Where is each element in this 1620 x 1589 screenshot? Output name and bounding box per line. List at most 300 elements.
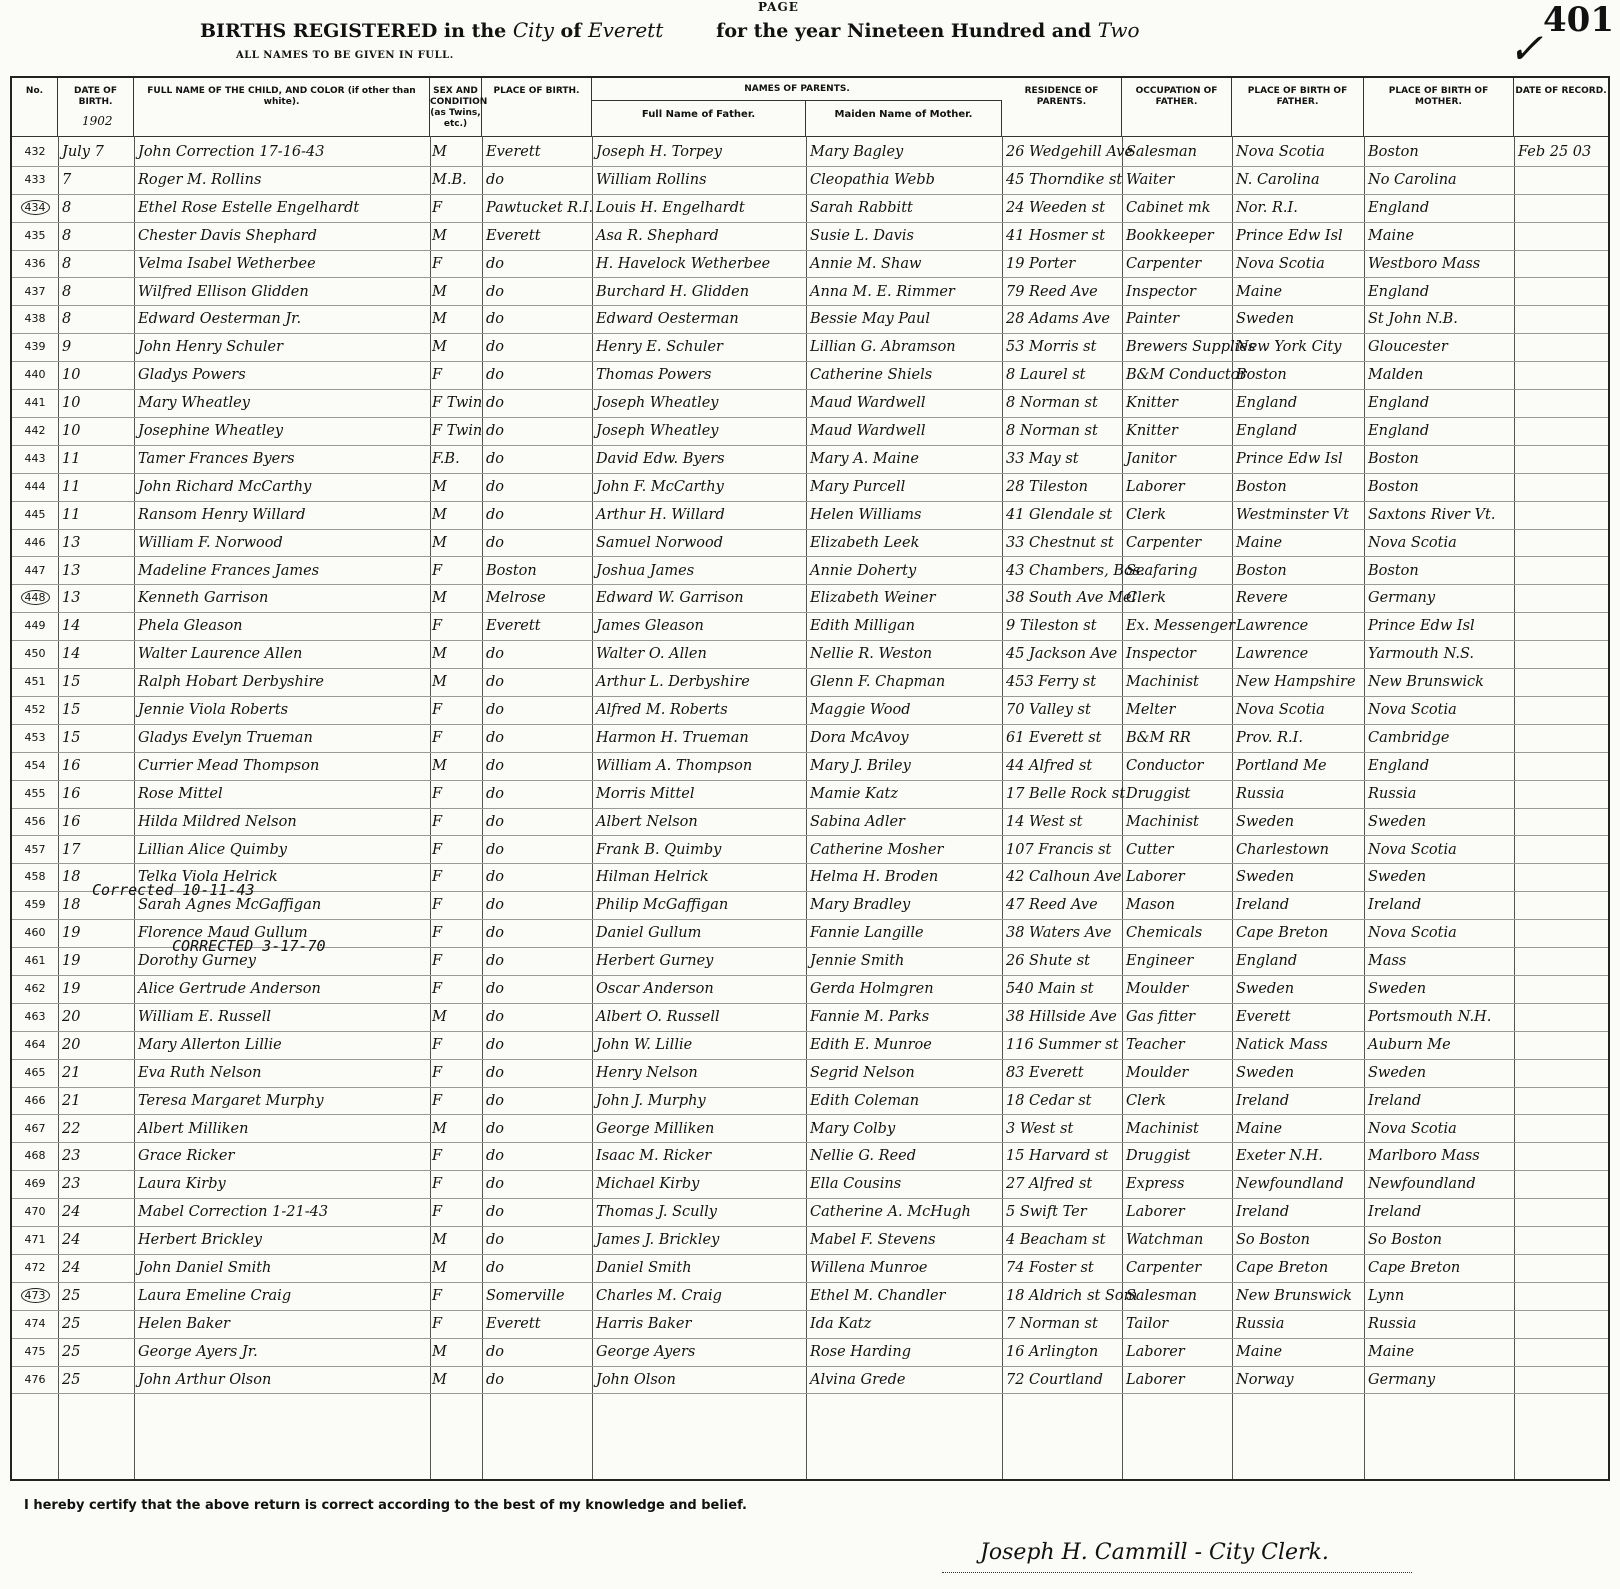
cell-father xyxy=(596,1145,804,1167)
cell-sex-text: F xyxy=(432,1315,443,1332)
cell-place-text: Everett xyxy=(486,227,541,244)
cell-res xyxy=(1006,225,1120,247)
table-row xyxy=(12,1254,1608,1283)
cell-child-text: William E. Russell xyxy=(138,1008,271,1025)
cell-father-text: Morris Mittel xyxy=(596,785,695,802)
cell-child xyxy=(138,1173,428,1195)
cell-sex xyxy=(432,643,480,665)
cell-place xyxy=(486,1201,590,1223)
cell-mb-text: Gloucester xyxy=(1368,339,1448,356)
cell-child-text: George Ayers Jr. xyxy=(138,1343,258,1360)
cell-place-text: do xyxy=(486,729,505,746)
cell-place xyxy=(486,1341,590,1363)
cell-occ xyxy=(1126,1257,1230,1279)
cell-mb xyxy=(1368,281,1512,303)
cell-no xyxy=(12,364,58,386)
table-row xyxy=(12,1282,1608,1311)
cell-occ xyxy=(1126,978,1230,1000)
cell-mb-text: Prince Edw Isl xyxy=(1368,618,1475,635)
cell-rec xyxy=(1518,141,1606,163)
cell-date-text: 25 xyxy=(62,1287,81,1304)
cell-res-text: 47 Reed Ave xyxy=(1006,897,1098,914)
cell-mother xyxy=(810,894,1000,916)
cell-father-text: James Gleason xyxy=(596,618,704,635)
cell-sex-text: F xyxy=(432,1287,443,1304)
cell-fb xyxy=(1236,197,1362,219)
register-title xyxy=(200,18,1140,42)
cell-res xyxy=(1006,978,1120,1000)
cell-fb xyxy=(1236,587,1362,609)
cell-mb xyxy=(1368,978,1512,1000)
cell-mb-text: Maine xyxy=(1368,1343,1415,1360)
cell-fb xyxy=(1236,1145,1362,1167)
cell-place xyxy=(486,1313,590,1335)
cell-child-text: Jennie Viola Roberts xyxy=(138,702,289,718)
cell-fb-text: New York City xyxy=(1236,339,1342,356)
cell-no-text: 451 xyxy=(24,675,46,689)
cell-father-text: Harris Baker xyxy=(596,1315,692,1332)
cell-fb-text: Sweden xyxy=(1236,869,1295,886)
cell-occ-text: Machinist xyxy=(1126,1120,1199,1137)
cell-place xyxy=(486,1090,590,1112)
cell-mother xyxy=(810,141,1000,163)
cell-res xyxy=(1006,866,1120,888)
cell-date-text: 7 xyxy=(62,171,72,188)
cell-fb xyxy=(1236,253,1362,275)
cell-mother-text: Fannie M. Parks xyxy=(810,1008,930,1025)
col-mother: Maiden Name of Mother. xyxy=(806,100,1002,136)
cell-fb xyxy=(1236,364,1362,386)
cell-place xyxy=(486,420,590,442)
cell-mb-text: Yarmouth N.S. xyxy=(1368,646,1475,663)
cell-res xyxy=(1006,727,1120,749)
cell-date-text: 18 xyxy=(62,897,81,914)
cell-occ-text: Painter xyxy=(1126,311,1180,328)
cell-child xyxy=(138,1313,428,1335)
cell-fb-text: Sweden xyxy=(1236,981,1295,997)
cell-father xyxy=(596,476,804,498)
cell-father-text: Joseph Wheatley xyxy=(596,395,719,412)
cell-place-text: do xyxy=(486,1064,505,1081)
cell-father-text: Michael Kirby xyxy=(596,1176,700,1193)
cell-fb-text: So Boston xyxy=(1236,1232,1310,1249)
cell-mother-text: Sabina Adler xyxy=(810,813,905,830)
cell-mother-text: Willena Munroe xyxy=(810,1260,928,1276)
cell-occ-text: Carpenter xyxy=(1126,255,1202,272)
cell-res xyxy=(1006,950,1120,972)
cell-father-text: H. Havelock Wetherbee xyxy=(596,255,771,272)
cell-sex xyxy=(432,1201,480,1223)
cell-mb-text: Nova Scotia xyxy=(1368,925,1457,942)
cell-fb-text: Exeter N.H. xyxy=(1236,1148,1323,1165)
cell-date-text: 15 xyxy=(62,674,81,691)
cell-fb xyxy=(1236,1257,1362,1279)
certification-text: I hereby certify that the above return is correct according to the best of my knowledge and belief. xyxy=(24,1498,747,1513)
cell-res xyxy=(1006,1034,1120,1056)
cell-mother xyxy=(810,1034,1000,1056)
cell-date-text: 10 xyxy=(62,367,81,384)
cell-child-text: Gladys Evelyn Trueman xyxy=(138,729,313,746)
cell-res xyxy=(1006,894,1120,916)
cell-place xyxy=(486,476,590,498)
cell-res-text: 24 Weeden st xyxy=(1006,199,1106,216)
cell-res-text: 41 Glendale st xyxy=(1006,506,1113,523)
cell-place-text: do xyxy=(486,478,505,495)
cell-no xyxy=(12,336,58,358)
cell-res xyxy=(1006,643,1120,665)
cell-mb-text: Sweden xyxy=(1368,813,1427,830)
cell-res xyxy=(1006,1173,1120,1195)
cell-occ xyxy=(1126,922,1230,944)
cell-fb xyxy=(1236,225,1362,247)
cell-date xyxy=(62,1369,132,1391)
cell-child xyxy=(138,671,428,693)
cell-father xyxy=(596,1090,804,1112)
cell-place-text: do xyxy=(486,1148,505,1165)
cell-father xyxy=(596,197,804,219)
cell-date-text: 14 xyxy=(62,646,81,663)
cell-date-text: 11 xyxy=(62,478,81,495)
cell-date xyxy=(62,1285,132,1307)
cell-no xyxy=(12,1006,58,1028)
cell-mother xyxy=(810,839,1000,861)
cell-father-text: Philip McGaffigan xyxy=(596,897,729,914)
col-residence: RESIDENCE OF PARENTS. xyxy=(1002,78,1122,136)
cell-place-text: do xyxy=(486,1036,505,1053)
cell-date xyxy=(62,336,132,358)
cell-no xyxy=(12,1173,58,1195)
cell-place-text: do xyxy=(486,311,505,328)
cell-sex-text: M xyxy=(432,646,447,663)
cell-sex xyxy=(432,1257,480,1279)
cell-child-text: Wilfred Ellison Glidden xyxy=(138,283,309,300)
cell-sex-text: M xyxy=(432,144,447,160)
cell-fb-text: N. Carolina xyxy=(1236,171,1320,188)
of-label: of xyxy=(560,20,582,42)
cell-sex xyxy=(432,169,480,191)
check-mark-icon: ✓ xyxy=(1508,24,1544,73)
cell-occ xyxy=(1126,671,1230,693)
cell-child xyxy=(138,1257,428,1279)
cell-date xyxy=(62,1062,132,1084)
cell-res xyxy=(1006,1062,1120,1084)
cell-mb-text: Maine xyxy=(1368,227,1415,244)
cell-no-text: 456 xyxy=(24,814,46,828)
cell-sex xyxy=(432,1313,480,1335)
cell-place xyxy=(486,1369,590,1391)
cell-child-text: Helen Baker xyxy=(138,1315,230,1332)
cell-mb xyxy=(1368,671,1512,693)
cell-sex-text: F Twin xyxy=(432,395,483,412)
cell-mb-text: England xyxy=(1368,423,1430,439)
cell-occ xyxy=(1126,476,1230,498)
cell-sex xyxy=(432,699,480,721)
cell-fb xyxy=(1236,783,1362,805)
cell-no-text: 471 xyxy=(24,1233,46,1247)
cell-child xyxy=(138,308,428,330)
cell-res-text: 8 Norman st xyxy=(1006,423,1098,439)
cell-child xyxy=(138,643,428,665)
cell-father xyxy=(596,755,804,777)
cell-date-text: 16 xyxy=(62,813,81,830)
table-row xyxy=(12,417,1608,446)
cell-res-text: 14 West st xyxy=(1006,813,1083,830)
cell-mb xyxy=(1368,866,1512,888)
cell-place-text: do xyxy=(486,367,505,384)
cell-sex xyxy=(432,1229,480,1251)
cell-fb xyxy=(1236,560,1362,582)
cell-mother-text: Catherine Shiels xyxy=(810,367,933,384)
cell-mb xyxy=(1368,1034,1512,1056)
cell-date xyxy=(62,978,132,1000)
cell-place xyxy=(486,1173,590,1195)
cell-occ-text: Clerk xyxy=(1126,1092,1167,1109)
cell-father-text: Louis H. Engelhardt xyxy=(596,199,745,216)
cell-father-text: John J. Murphy xyxy=(596,1092,706,1109)
cell-mother-text: Edith Milligan xyxy=(810,618,915,635)
cell-father-text: Daniel Gullum xyxy=(596,925,702,942)
cell-fb xyxy=(1236,950,1362,972)
cell-res xyxy=(1006,1118,1120,1140)
cell-no-text: 455 xyxy=(24,786,46,800)
cell-date xyxy=(62,560,132,582)
cell-no-text: 469 xyxy=(24,1177,46,1191)
cell-no-text: 444 xyxy=(24,479,46,493)
table-row xyxy=(12,333,1608,362)
cell-date-text: 13 xyxy=(62,562,81,579)
cell-no-text: 438 xyxy=(24,312,46,326)
cell-date xyxy=(62,1006,132,1028)
cell-date-text: July 7 xyxy=(62,144,104,160)
cell-no-text: 434 xyxy=(21,200,50,215)
cell-date-text: 25 xyxy=(62,1343,81,1360)
cell-no xyxy=(12,671,58,693)
cell-sex xyxy=(432,1034,480,1056)
cell-res-text: 4 Beacham st xyxy=(1006,1232,1106,1249)
cell-child-text: Florence Maud Gullum xyxy=(138,925,308,942)
cell-fb xyxy=(1236,281,1362,303)
cell-mother-text: Elizabeth Weiner xyxy=(810,590,936,607)
cell-mother-text: Helma H. Broden xyxy=(810,869,939,886)
cell-mother xyxy=(810,643,1000,665)
cell-mb-text: Cape Breton xyxy=(1368,1260,1461,1276)
cell-mb xyxy=(1368,308,1512,330)
table-row xyxy=(12,808,1608,837)
cell-sex-text: F xyxy=(432,925,443,942)
cell-mother xyxy=(810,392,1000,414)
cell-date-text: 21 xyxy=(62,1092,81,1109)
cell-sex-text: F xyxy=(432,702,443,718)
cell-father-text: Albert O. Russell xyxy=(596,1008,720,1025)
table-row xyxy=(12,1310,1608,1339)
cell-no xyxy=(12,587,58,609)
cell-place-text: Everett xyxy=(486,144,541,160)
cell-no-text: 452 xyxy=(24,703,46,716)
cell-mb xyxy=(1368,1313,1512,1335)
table-row xyxy=(12,166,1608,195)
cell-child xyxy=(138,364,428,386)
cell-mother-text: Catherine A. McHugh xyxy=(810,1204,971,1221)
cell-mb-text: Nova Scotia xyxy=(1368,534,1457,551)
cell-sex-text: M xyxy=(432,674,447,691)
cell-mother-text: Edith Coleman xyxy=(810,1092,920,1109)
cell-child-text: John Daniel Smith xyxy=(138,1260,272,1276)
cell-date xyxy=(62,839,132,861)
cell-mother xyxy=(810,671,1000,693)
cell-no-text: 445 xyxy=(24,507,46,521)
cell-res xyxy=(1006,1257,1120,1279)
cell-date xyxy=(62,1145,132,1167)
cell-child xyxy=(138,420,428,442)
cell-sex-text: F xyxy=(432,367,443,384)
cell-mother xyxy=(810,253,1000,275)
cell-mother-text: Mary Colby xyxy=(810,1120,896,1137)
cell-mother xyxy=(810,811,1000,833)
cell-date xyxy=(62,476,132,498)
cell-no-text: 462 xyxy=(24,982,46,995)
cell-father xyxy=(596,532,804,554)
cell-occ xyxy=(1126,1090,1230,1112)
cell-mother-text: Nellie G. Reed xyxy=(810,1148,917,1165)
cell-no-text: 454 xyxy=(24,758,46,772)
cell-father xyxy=(596,866,804,888)
cell-no xyxy=(12,1062,58,1084)
cell-place-text: do xyxy=(486,785,505,802)
cell-fb-text: Boston xyxy=(1236,562,1287,579)
cell-father xyxy=(596,504,804,526)
cell-mb-text: England xyxy=(1368,199,1430,216)
table-row xyxy=(12,557,1608,586)
cell-place xyxy=(486,1145,590,1167)
cell-father-text: William A. Thompson xyxy=(596,757,753,774)
cell-no xyxy=(12,253,58,275)
cell-mb-text: Sweden xyxy=(1368,869,1427,886)
table-row xyxy=(12,222,1608,251)
cell-fb xyxy=(1236,615,1362,637)
cell-father xyxy=(596,1257,804,1279)
cell-fb-text: England xyxy=(1236,395,1298,412)
cell-child-text: Tamer Frances Byers xyxy=(138,450,295,467)
cell-date-text: 20 xyxy=(62,1008,81,1025)
cell-mother xyxy=(810,225,1000,247)
cell-sex xyxy=(432,1145,480,1167)
cell-res-text: 38 Hillside Ave xyxy=(1006,1008,1117,1025)
cell-child xyxy=(138,587,428,609)
cell-mother xyxy=(810,615,1000,637)
cell-fb xyxy=(1236,336,1362,358)
cell-sex xyxy=(432,978,480,1000)
cell-occ xyxy=(1126,615,1236,637)
cell-res-text: 41 Hosmer st xyxy=(1006,227,1106,244)
cell-mb-text: Marlboro Mass xyxy=(1368,1148,1480,1165)
cell-mother xyxy=(810,1062,1000,1084)
cell-fb xyxy=(1236,894,1362,916)
cell-child-text: Hilda Mildred Nelson xyxy=(138,813,297,830)
cell-place xyxy=(486,281,590,303)
cell-place-text: do xyxy=(486,1371,505,1388)
cell-place xyxy=(486,448,590,470)
cell-mb-text: Mass xyxy=(1368,953,1407,970)
cell-place-text: do xyxy=(486,1232,505,1249)
cell-mother-text: Sarah Rabbitt xyxy=(810,199,913,216)
cell-child xyxy=(138,1285,428,1307)
cell-occ-text: Cutter xyxy=(1126,841,1174,858)
cell-child xyxy=(138,811,428,833)
cell-mother-text: Nellie R. Weston xyxy=(810,646,933,663)
cell-no-text: 450 xyxy=(24,647,46,661)
cell-mother-text: Mary J. Briley xyxy=(810,757,911,774)
cell-child xyxy=(138,727,428,749)
signature-line xyxy=(942,1572,1412,1573)
cell-mb xyxy=(1368,755,1512,777)
cell-child xyxy=(138,1090,428,1112)
cell-father-text: Albert Nelson xyxy=(596,813,698,830)
cell-res-text: 44 Alfred st xyxy=(1006,757,1093,774)
cell-fb xyxy=(1236,1006,1362,1028)
cell-child-text: Mabel Correction 1-21-43 xyxy=(138,1204,329,1221)
cell-sex xyxy=(432,1062,480,1084)
cell-fb-text: Nor. R.I. xyxy=(1236,199,1298,216)
cell-mb xyxy=(1368,587,1512,609)
cell-sex-text: M xyxy=(432,1260,447,1276)
cell-occ-text: B&M RR xyxy=(1126,729,1191,746)
cell-occ xyxy=(1126,197,1230,219)
cell-occ-text: Laborer xyxy=(1126,869,1185,886)
cell-fb xyxy=(1236,1229,1362,1251)
cell-mother-text: Annie M. Shaw xyxy=(810,255,922,272)
cell-sex-text: M xyxy=(432,1120,447,1137)
cell-fb xyxy=(1236,839,1362,861)
table-row xyxy=(12,278,1608,307)
cell-fb xyxy=(1236,1341,1362,1363)
cell-fb-text: Prince Edw Isl xyxy=(1236,450,1343,467)
cell-mb-text: Ireland xyxy=(1368,1092,1422,1109)
cell-sex-text: M xyxy=(432,311,447,328)
cell-mb-text: Nova Scotia xyxy=(1368,841,1457,858)
cell-no-text: 460 xyxy=(24,926,46,940)
cell-mb-text: Ireland xyxy=(1368,1204,1422,1221)
cell-date-text: 16 xyxy=(62,757,81,774)
cell-no-text: 466 xyxy=(24,1093,46,1107)
cell-occ-text: Laborer xyxy=(1126,1343,1185,1360)
cell-child xyxy=(138,783,428,805)
cell-child-text: Sarah Agnes McGaffigan xyxy=(138,897,322,914)
cell-fb-text: Sweden xyxy=(1236,311,1295,328)
cell-no-text: 468 xyxy=(24,1149,46,1163)
cell-father xyxy=(596,308,804,330)
cell-occ-text: Moulder xyxy=(1126,1064,1189,1081)
cell-father xyxy=(596,364,804,386)
cell-mb xyxy=(1368,1006,1512,1028)
cell-place xyxy=(486,560,590,582)
cell-mother xyxy=(810,1229,1000,1251)
cell-place-text: do xyxy=(486,255,505,272)
cell-child xyxy=(138,1201,428,1223)
cell-child xyxy=(138,1034,428,1056)
cell-res-text: 18 Cedar st xyxy=(1006,1092,1092,1109)
cell-fb xyxy=(1236,392,1362,414)
cell-date xyxy=(62,225,132,247)
cell-father xyxy=(596,811,804,833)
cell-no-text: 446 xyxy=(24,535,46,549)
cell-mb-text: St John N.B. xyxy=(1368,311,1458,328)
cell-fb-text: Newfoundland xyxy=(1236,1176,1344,1193)
cell-mb xyxy=(1368,643,1512,665)
cell-child xyxy=(138,476,428,498)
cell-fb-text: Boston xyxy=(1236,478,1287,495)
correction-note-457: Corrected 10-11-43 xyxy=(92,881,255,899)
cell-place-text: do xyxy=(486,841,505,858)
